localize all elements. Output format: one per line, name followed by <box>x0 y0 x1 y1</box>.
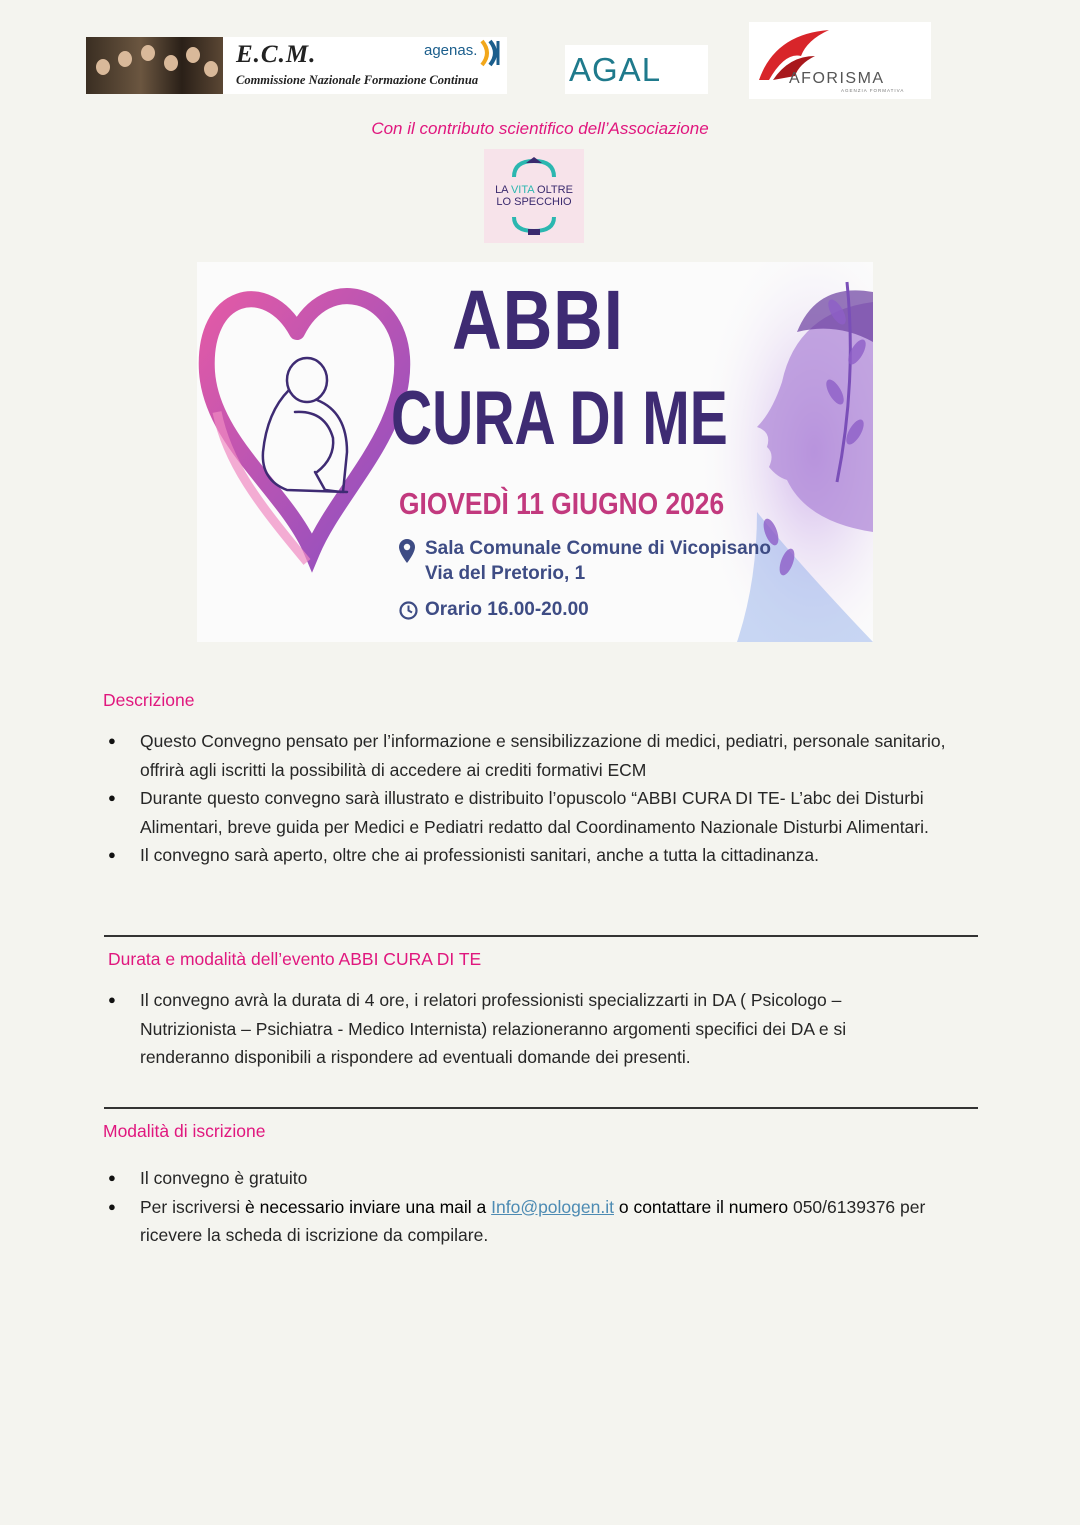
event-banner <box>197 262 873 642</box>
aforisma-name: AFORISMA <box>789 70 885 87</box>
association-name-line1 <box>484 184 584 196</box>
banner-address: Via del Pretorio, 1 <box>425 563 586 584</box>
agal-wordmark: AGAL <box>569 51 662 88</box>
descrizione-list <box>103 727 983 870</box>
bullet-icon: ● <box>108 733 116 748</box>
section-divider <box>104 935 978 937</box>
bullet-icon: ● <box>108 790 116 805</box>
aforisma-logo <box>749 22 931 99</box>
section-title-iscrizione: Modalità di iscrizione <box>103 1121 266 1141</box>
ecm-title: E.C.M. <box>236 41 317 68</box>
iscrizione-list <box>103 1164 983 1250</box>
banner-time: Orario 16.00-20.00 <box>425 599 589 620</box>
ecm-subtitle: Commissione Nazionale Formazione Continua <box>236 73 479 87</box>
banner-title-line2: CURA DI ME <box>391 376 728 461</box>
banner-title-line1: ABBI <box>452 273 624 367</box>
durata-list <box>103 986 923 1072</box>
list-item <box>103 1193 983 1250</box>
email-link[interactable]: Info@pologen.it <box>491 1196 614 1217</box>
section-divider <box>104 1107 978 1109</box>
list-item-text: Questo Convegno pensato per l’informazione e sensibilizzazione di medici, pediatri, personale sanitario, offrirà agli iscritti la possibilità di accedere ai crediti formativi ECM <box>140 731 946 780</box>
bullet-icon: ● <box>108 992 116 1007</box>
association-word-vita: VITA <box>510 184 534 196</box>
ecm-painting-image <box>86 37 223 94</box>
list-item-text: Il convegno avrà la durata di 4 ore, i relatori professionisti specializzarti in DA ( Psicologo – Nutrizionista – Psichiatra - Medico Internista) relazioneranno argomenti specifici dei DA e si renderanno disponibili a rispondere ad eventuali domande dei presenti. <box>140 990 847 1067</box>
association-name-line2: LO SPECCHIO <box>496 196 572 208</box>
list-item <box>103 986 923 1072</box>
list-item <box>103 1164 983 1193</box>
list-item-text: Per iscriversi <box>140 1196 246 1217</box>
location-pin-icon <box>399 539 415 563</box>
clock-icon <box>399 601 418 620</box>
agenas-mark-icon <box>478 39 504 67</box>
association-word-la: LA <box>495 184 511 196</box>
banner-date: GIOVEDÌ 11 GIUGNO 2026 <box>399 486 725 521</box>
list-item-text: Il convegno sarà aperto, oltre che ai professionisti sanitari, anche a tutta la cittadinanza. <box>140 845 820 865</box>
list-item-text: Durante questo convegno sarà illustrato e distribuito l’opuscolo “ABBI CURA DI TE- L’abc dei Disturbi Alimentari, breve guida per Medici e Pediatri redatto dal Coordinamento Nazionale Disturbi Alimentari. <box>140 788 929 837</box>
agal-logo <box>565 45 708 94</box>
banner-venue: Sala Comunale Comune di Vicopisano <box>425 538 771 559</box>
list-item-text: è necessario inviare una mail a <box>245 1196 492 1217</box>
bullet-icon: ● <box>108 847 116 862</box>
list-item <box>103 727 983 784</box>
list-item-text: 050/6139376 per ricevere la scheda di iscrizione da compilare. <box>140 1196 926 1245</box>
aforisma-tagline: AGENZIA FORMATIVA <box>841 88 905 93</box>
list-item-text: o contattare il numero <box>613 1196 793 1217</box>
association-logo <box>484 149 584 243</box>
list-item-text: Il convegno è gratuito <box>140 1168 308 1188</box>
ecm-logo <box>86 37 507 94</box>
contribution-note: Con il contributo scientifico dell’Associazione <box>371 119 709 138</box>
agenas-label: agenas. <box>424 42 478 59</box>
section-title-durata: Durata e modalità dell’evento ABBI CURA DI TE <box>108 949 482 969</box>
section-title-descrizione: Descrizione <box>103 690 195 710</box>
bullet-icon: ● <box>108 1170 116 1185</box>
association-word-oltre: OLTRE <box>534 184 573 196</box>
list-item <box>103 784 983 841</box>
list-item <box>103 841 983 870</box>
bullet-icon: ● <box>108 1198 116 1214</box>
